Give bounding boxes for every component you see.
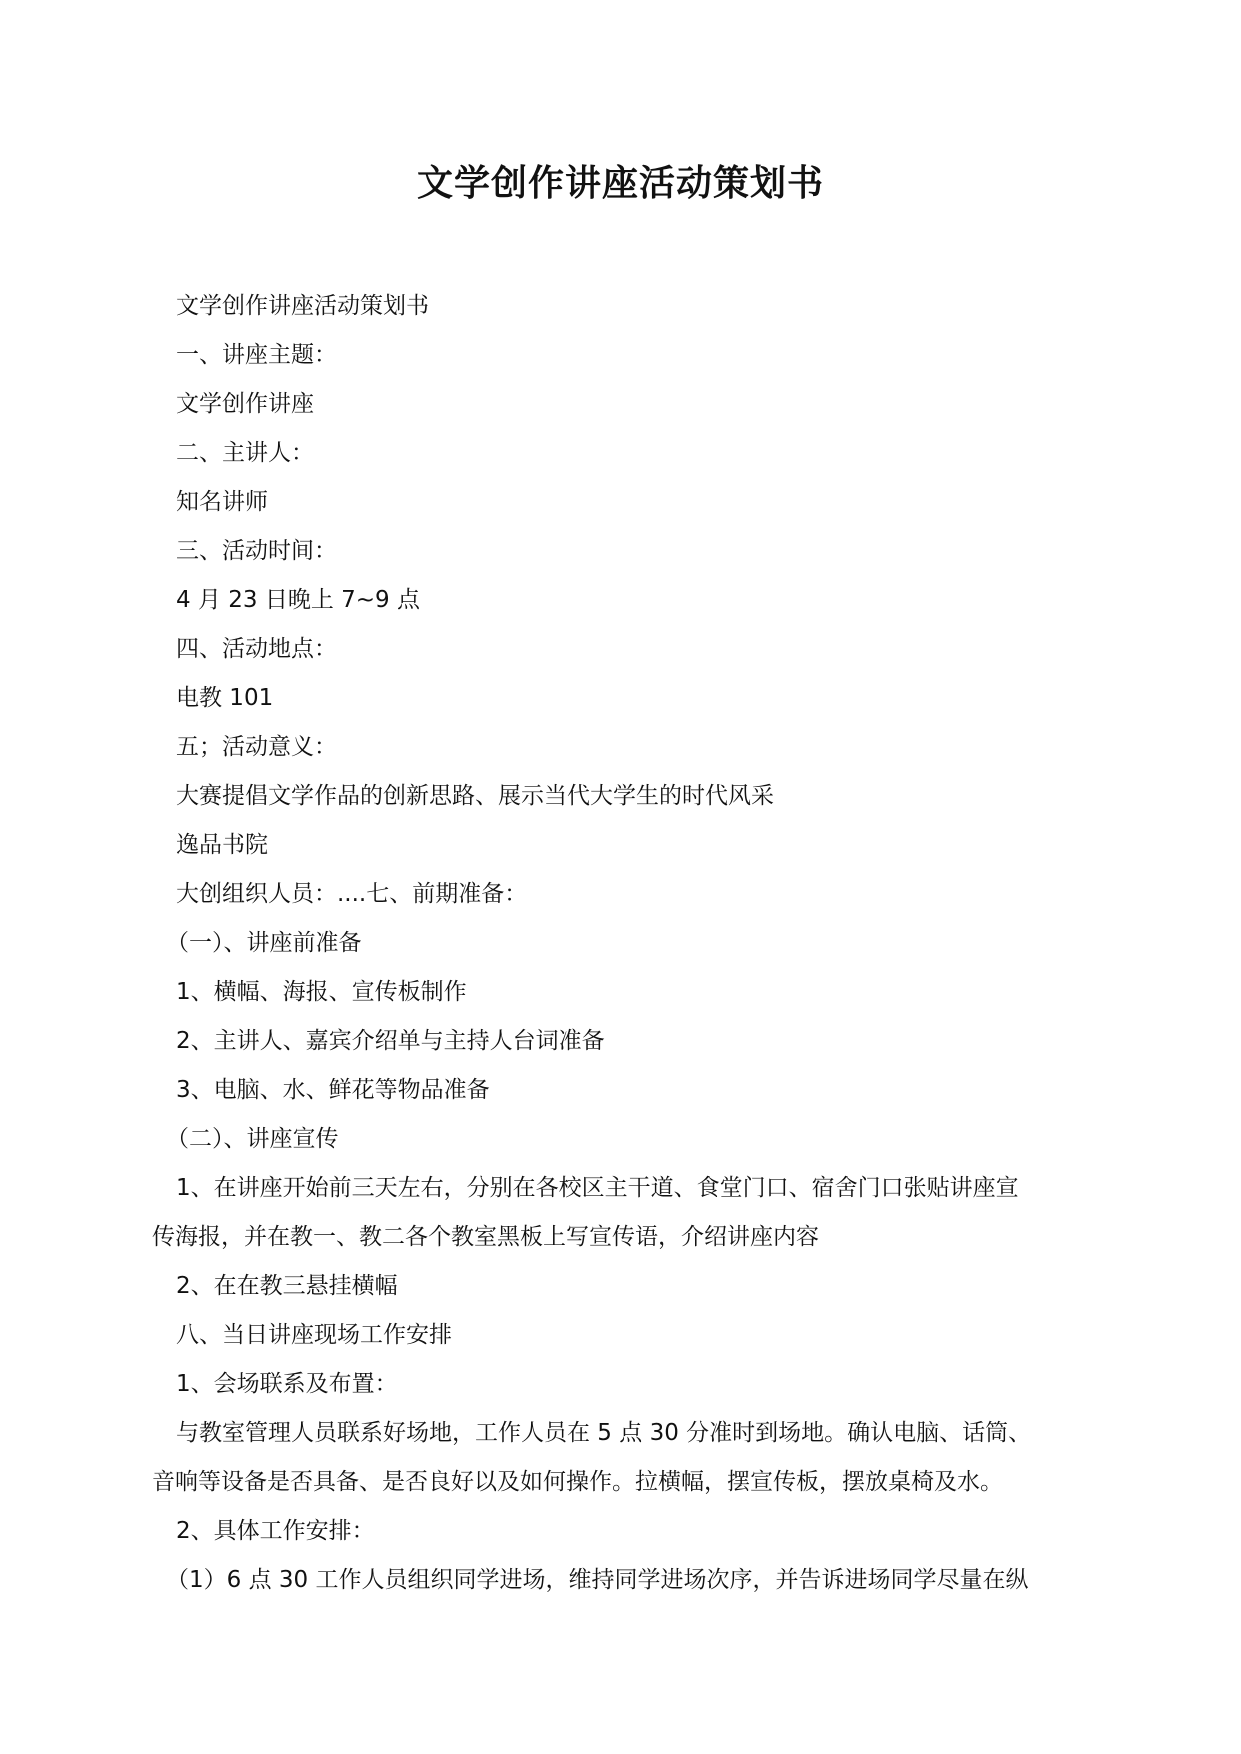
text-line: 3、电脑、水、鲜花等物品准备 [176, 1077, 490, 1103]
text-line: 4 月 23 日晚上 7~9 点 [176, 587, 420, 613]
text-line: 2、在在教三悬挂横幅 [176, 1273, 398, 1299]
text-line: 1、会场联系及布置： [176, 1371, 398, 1397]
text-line: 一、讲座主题： [176, 342, 337, 368]
text-line: （二）、讲座宣传 [166, 1126, 339, 1152]
text-line: 电教 101 [176, 685, 274, 711]
text-line: 1、横幅、海报、宣传板制作 [176, 979, 467, 1005]
text-line: 逸品书院 [176, 832, 268, 858]
text-line: 二、主讲人： [176, 440, 314, 466]
text-line: 2、主讲人、嘉宾介绍单与主持人台词准备 [176, 1028, 605, 1054]
text-line: （一）、讲座前准备 [166, 930, 362, 956]
text-line: 与教室管理人员联系好场地，工作人员在 5 点 30 分准时到场地。确认电脑、话筒、 [176, 1420, 1032, 1446]
text-line: 传海报，并在教一、教二各个教室黑板上写宣传语，介绍讲座内容 [152, 1224, 819, 1250]
text-line: 八、当日讲座现场工作安排 [176, 1322, 452, 1348]
text-line: 2、具体工作安排： [176, 1518, 375, 1544]
text-line: 文学创作讲座 [176, 391, 314, 417]
text-line: 音响等设备是否具备、是否良好以及如何操作。拉横幅，摆宣传板，摆放桌椅及水。 [152, 1469, 1003, 1495]
text-line: 文学创作讲座活动策划书 [176, 293, 429, 319]
text-line: 大赛提倡文学作品的创新思路、展示当代大学生的时代风采 [176, 783, 774, 809]
text-line: 知名讲师 [176, 489, 268, 515]
text-line: 大创组织人员：....七、前期准备： [176, 881, 528, 907]
document-body [152, 282, 1097, 1605]
text-line: 三、活动时间： [176, 538, 337, 564]
text-line: 1、在讲座开始前三天左右，分别在各校区主干道、食堂门口、宿舍门口张贴讲座宣 [176, 1175, 1019, 1201]
text-line: （1）6 点 30 工作人员组织同学进场，维持同学进场次序，并告诉进场同学尽量在纵 [166, 1567, 1029, 1593]
text-line: 五；活动意义： [176, 734, 337, 760]
text-line: 四、活动地点： [176, 636, 337, 662]
document-title: 文学创作讲座活动策划书 [416, 163, 824, 204]
